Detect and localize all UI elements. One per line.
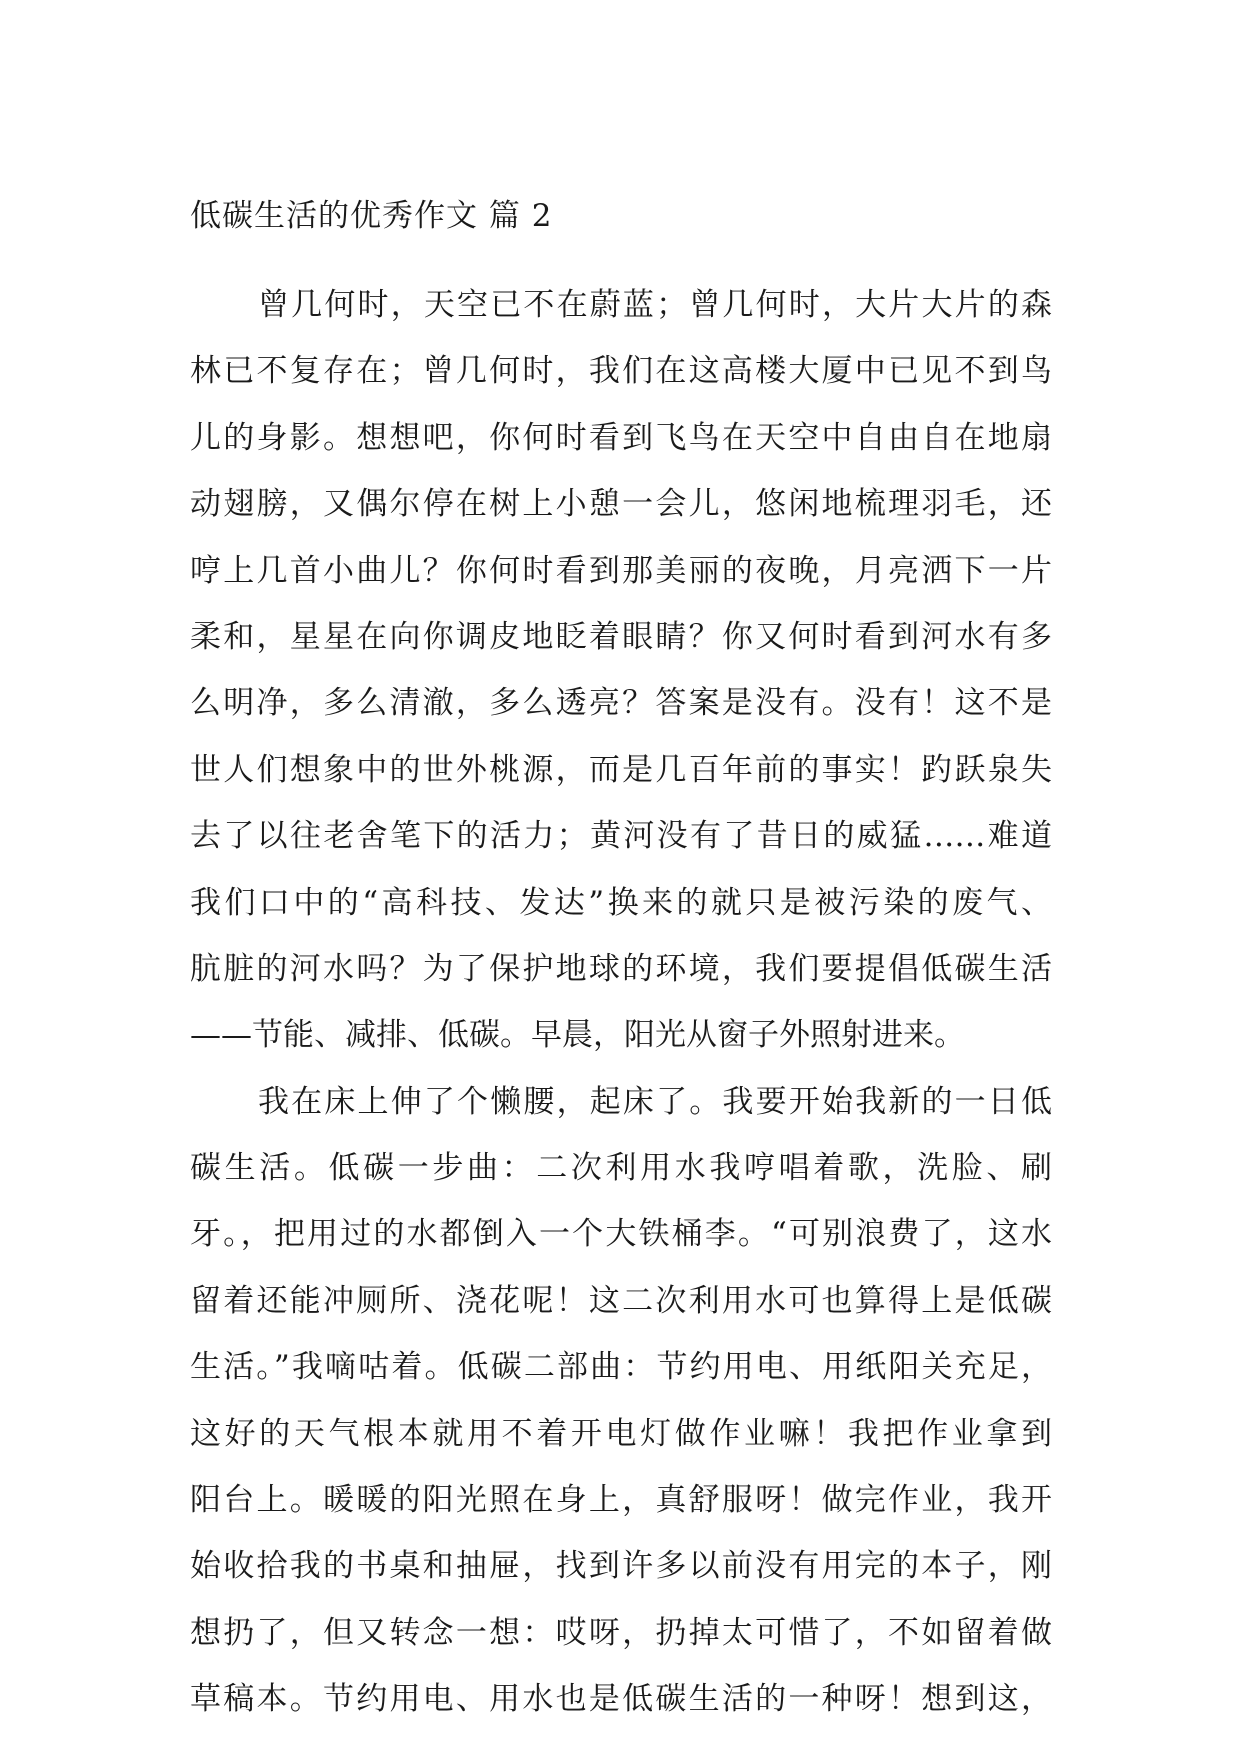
paragraph-1-line: 我们口中的“高科技、发达”换来的就只是被污染的废气、 bbox=[190, 884, 1052, 921]
paragraph-1-line: 动翅膀，又偶尔停在树上小憩一会儿，悠闲地梳理羽毛，还 bbox=[190, 486, 1052, 523]
paragraph-1-line: 去了以往老舍笔下的活力；黄河没有了昔日的威猛……难道 bbox=[190, 818, 1052, 855]
paragraph-2-line: 牙。，把用过的水都倒入一个大铁桶李。“可别浪费了，这水 bbox=[190, 1216, 1052, 1253]
paragraph-2-line: 这好的天气根本就用不着开电灯做作业嘛！我把作业拿到 bbox=[190, 1415, 1052, 1452]
paragraph-1-line: 肮脏的河水吗？为了保护地球的环境，我们要提倡低碳生活 bbox=[190, 950, 1052, 987]
paragraph-2-line: 始收拾我的书桌和抽屉，找到许多以前没有用完的本子，刚 bbox=[190, 1548, 1052, 1585]
paragraph-1-line: 么明净，多么清澈，多么透亮？答案是没有。没有！这不是 bbox=[190, 685, 1052, 722]
paragraph-2-line: 我在床上伸了个懒腰，起床了。我要开始我新的一日低 bbox=[258, 1083, 1052, 1120]
document-body bbox=[190, 272, 1052, 1733]
paragraph-1-line: 曾几何时，天空已不在蔚蓝；曾几何时，大片大片的森 bbox=[258, 287, 1052, 323]
paragraph-2-line: 生活。”我嘀咕着。低碳二部曲：节约用电、用纸阳关充足， bbox=[190, 1349, 1052, 1386]
paragraph-1-line: 柔和，星星在向你调皮地眨着眼睛？你又何时看到河水有多 bbox=[190, 618, 1052, 655]
paragraph-2-line: 碳生活。低碳一步曲：二次利用水我哼唱着歌，洗脸、刷 bbox=[190, 1150, 1052, 1187]
paragraph-2-line: 想扔了，但又转念一想：哎呀，扔掉太可惜了，不如留着做 bbox=[190, 1614, 1052, 1651]
paragraph-1-line: 哼上几首小曲儿？你何时看到那美丽的夜晚，月亮洒下一片 bbox=[190, 552, 1052, 589]
paragraph-1-line: 世人们想象中的世外桃源，而是几百年前的事实！趵跃泉失 bbox=[190, 751, 1052, 788]
paragraph-2-line: 阳台上。暖暖的阳光照在身上，真舒服呀！做完作业，我开 bbox=[190, 1482, 1052, 1519]
paragraph-1-line: ——节能、减排、低碳。早晨，阳光从窗子外照射进来。 bbox=[190, 1017, 965, 1054]
paragraph-1-line: 儿的身影。想想吧，你何时看到飞鸟在天空中自由自在地扇 bbox=[190, 419, 1052, 456]
paragraph-1-line: 林已不复存在；曾几何时，我们在这高楼大厦中已见不到鸟 bbox=[190, 353, 1052, 390]
paragraph-2-line: 草稿本。节约用电、用水也是低碳生活的一种呀！想到这， bbox=[190, 1681, 1052, 1718]
paragraph-2-line: 留着还能冲厕所、浇花呢！这二次利用水可也算得上是低碳 bbox=[190, 1282, 1052, 1319]
document-title: 低碳生活的优秀作文 篇 2 bbox=[190, 198, 553, 234]
